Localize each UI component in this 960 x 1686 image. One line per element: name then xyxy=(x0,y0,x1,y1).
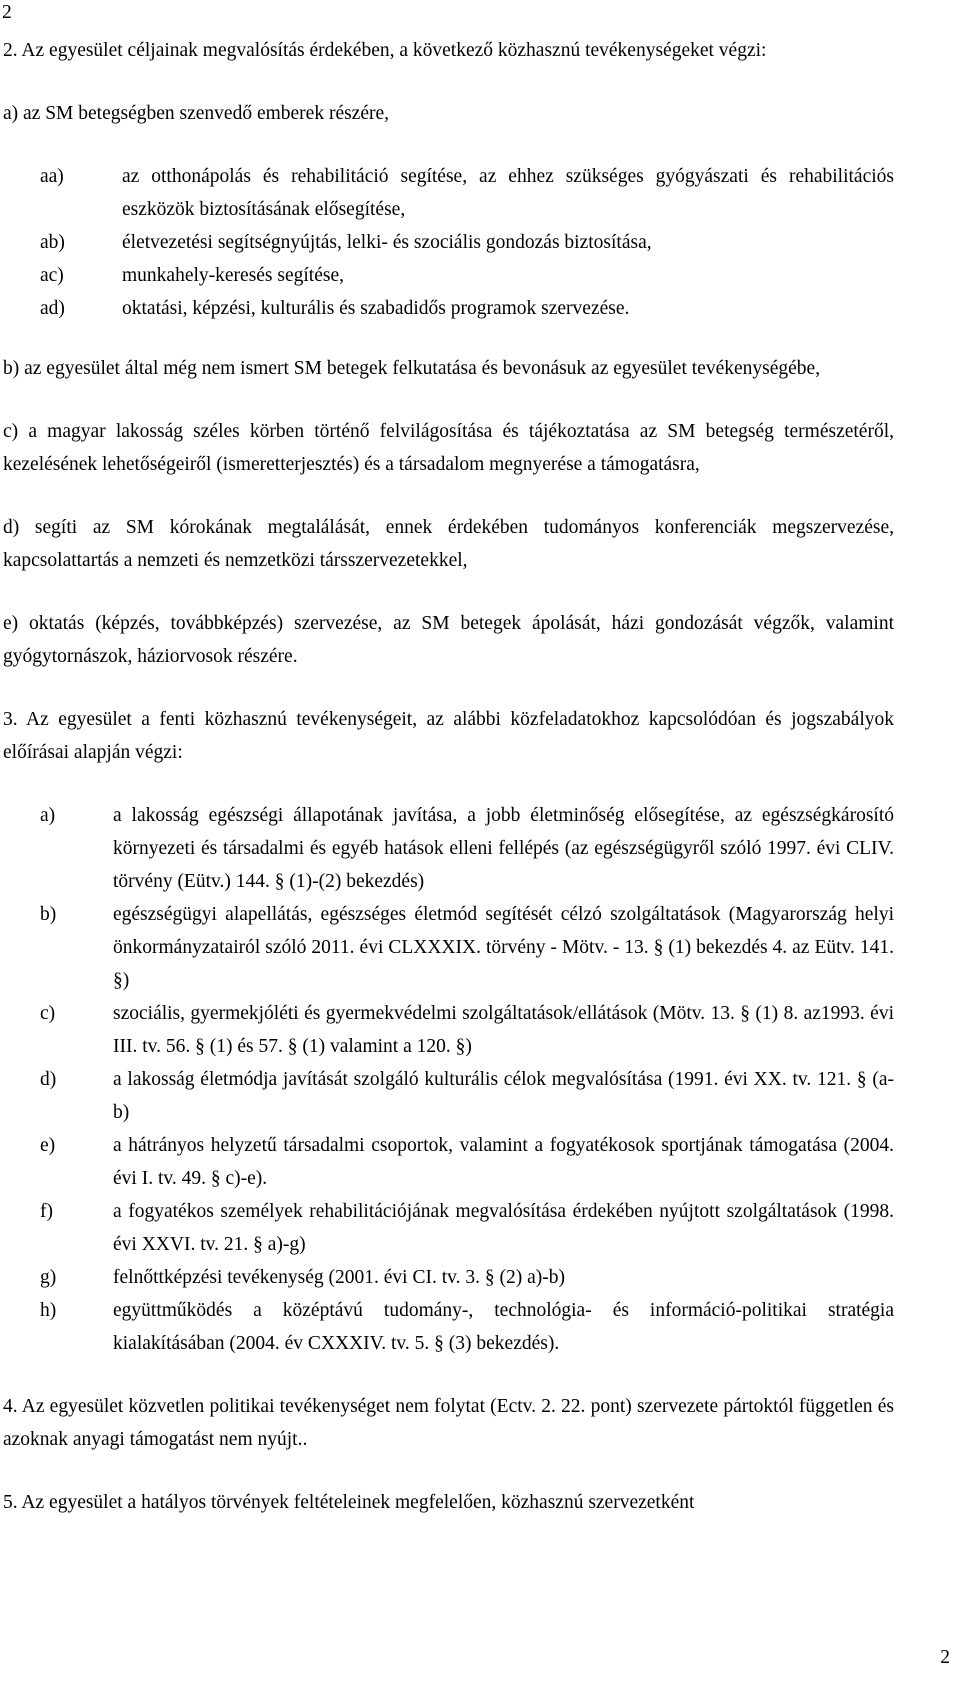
section-2-b: b) az egyesület által még nem ismert SM betegek felkutatása és bevonásuk az egyesület tevékenységébe, xyxy=(3,358,821,379)
list-item-label: b) xyxy=(40,904,57,925)
list-item-text: szociális, gyermekjóléti és gyermekvédelmi szolgáltatások/ellátások (Mötv. 13. § (1) 8. az1993. évi III. tv. 56. § (1) és 57. § (1) valamint a 120. §) xyxy=(113,1003,894,1057)
list-item-label: e) xyxy=(40,1135,56,1156)
list-item-label: h) xyxy=(40,1300,57,1321)
list-item-label: g) xyxy=(40,1267,57,1288)
section-2-e: e) oktatás (képzés, továbbképzés) szervezése, az SM betegek ápolását, házi gondozását végzők, valamint gyógytornászok, háziorvosok részére. xyxy=(3,613,894,667)
list-item-text: a hátrányos helyzetű társadalmi csoportok, valamint a fogyatékosok sportjának támogatása (2004. évi I. tv. 49. § c)-e). xyxy=(113,1135,894,1189)
list-item-text: életvezetési segítségnyújtás, lelki- és szociális gondozás biztosítása, xyxy=(122,232,652,253)
list-item xyxy=(40,1294,894,1360)
list-item-label: a) xyxy=(40,805,56,826)
page-number-top: 2 xyxy=(2,2,12,23)
list-item xyxy=(40,997,894,1063)
list-item xyxy=(40,799,894,898)
list-item xyxy=(40,1195,894,1261)
section-2-intro: 2. Az egyesület céljainak megvalósítás érdekében, a következő közhasznú tevékenységeket végzi: xyxy=(3,40,767,61)
list-item-label: aa) xyxy=(40,166,64,187)
section-2-a-sublist xyxy=(40,160,894,325)
section-4: 4. Az egyesület közvetlen politikai tevékenységet nem folytat (Ectv. 2. 22. pont) szervezete pártoktól független és azoknak anyagi támogatást nem nyújt.. xyxy=(3,1396,894,1450)
section-3-list xyxy=(40,799,894,1360)
list-item xyxy=(40,898,894,997)
list-item xyxy=(40,259,894,292)
document-body xyxy=(3,34,894,1519)
list-item-text: oktatási, képzési, kulturális és szabadidős programok szervezése. xyxy=(122,298,630,319)
list-item xyxy=(40,1261,894,1294)
section-2-d: d) segíti az SM kórokának megtalálását, ennek érdekében tudományos konferenciák megszervezése, kapcsolattartás a nemzeti és nemzetközi társszervezetekkel, xyxy=(3,517,894,571)
list-item xyxy=(40,226,894,259)
list-item-label: ad) xyxy=(40,298,65,319)
list-item-label: c) xyxy=(40,1003,56,1024)
list-item xyxy=(40,1063,894,1129)
list-item xyxy=(40,292,894,325)
list-item-text: felnőttképzési tevékenység (2001. évi CI. tv. 3. § (2) a)-b) xyxy=(113,1267,565,1288)
section-5: 5. Az egyesület a hatályos törvények feltételeinek megfelelően, közhasznú szervezetként xyxy=(3,1492,695,1513)
list-item xyxy=(40,1129,894,1195)
section-3-intro: 3. Az egyesület a fenti közhasznú tevékenységeit, az alábbi közfeladatokhoz kapcsolódóan és jogszabályok előírásai alapján végzi: xyxy=(3,709,894,763)
list-item-text: a fogyatékos személyek rehabilitációjának megvalósítása érdekében nyújtott szolgáltatások (1998. évi XXVI. tv. 21. § a)-g) xyxy=(113,1201,894,1255)
section-2-a-intro: a) az SM betegségben szenvedő emberek részére, xyxy=(3,103,390,124)
page-number-bottom: 2 xyxy=(940,1647,950,1668)
list-item-label: f) xyxy=(40,1201,53,1222)
list-item-text: a lakosság egészségi állapotának javítása, a jobb életminőség elősegítése, az egészségkárosító környezeti és társadalmi és egyéb hatások elleni fellépés (az egészségügyről szóló 1997. évi CLIV. törvény (Eütv.) 144. § (1)-(2) bekezdés) xyxy=(113,805,894,892)
list-item-text: az otthonápolás és rehabilitáció segítése, az ehhez szükséges gyógyászati és rehabilitációs eszközök biztosításának elősegítése, xyxy=(122,166,894,220)
section-2-c: c) a magyar lakosság széles körben történő felvilágosítása és tájékoztatása az SM betegség természetéről, kezelésének lehetőségeiről (ismeretterjesztés) és a társadalom megnyerése a támogatásra, xyxy=(3,421,894,475)
list-item-label: ac) xyxy=(40,265,64,286)
list-item-label: d) xyxy=(40,1069,57,1090)
list-item-text: együttműködés a középtávú tudomány-, technológia- és információ-politikai stratégia kialakításában (2004. év CXXXIV. tv. 5. § (3) bekezdés). xyxy=(113,1300,894,1354)
list-item-label: ab) xyxy=(40,232,65,253)
list-item-text: munkahely-keresés segítése, xyxy=(122,265,345,286)
list-item xyxy=(40,160,894,226)
list-item-text: egészségügyi alapellátás, egészséges életmód segítését célzó szolgáltatások (Magyarország helyi önkormányzatairól szóló 2011. évi CLXXXIX. törvény - Mötv. - 13. § (1) bekezdés 4. az Eütv. 141. §) xyxy=(113,904,894,991)
list-item-text: a lakosság életmódja javítását szolgáló kulturális célok megvalósítása (1991. évi XX. tv. 121. § (a-b) xyxy=(113,1069,894,1123)
